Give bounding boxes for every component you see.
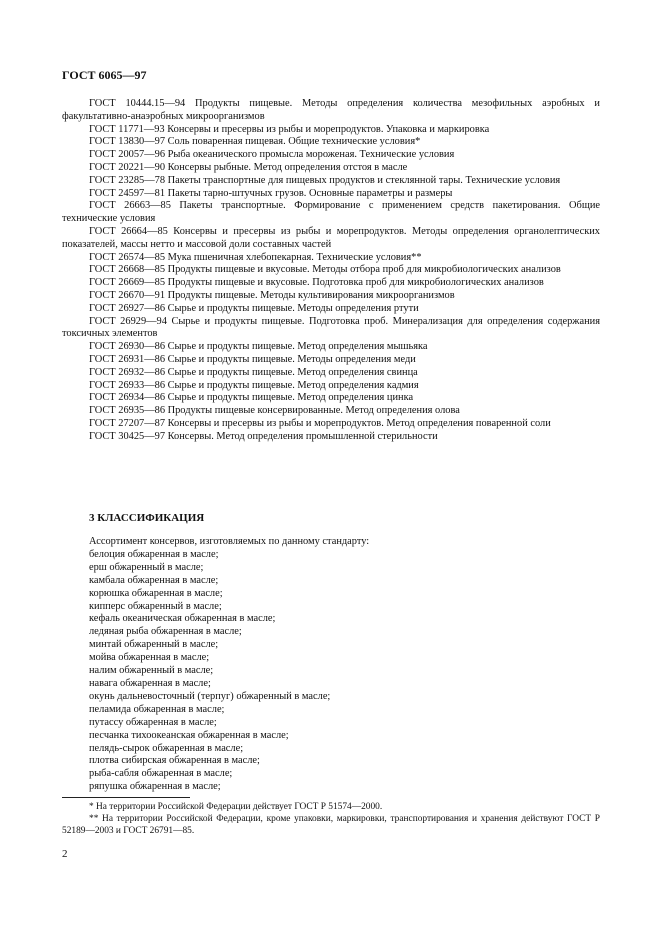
reference-item: ГОСТ 26933—86 Сырье и продукты пищевые. Метод определения кадмия	[89, 379, 419, 391]
assortment-item: мойва обжаренная в масле;	[89, 652, 210, 664]
reference-item: ГОСТ 23285—78 Пакеты транспортные для пищевых продуктов и стеклянной тары. Технические условия	[89, 174, 561, 186]
reference-item: ГОСТ 10444.15—94 Продукты пищевые. Методы определения количества мезофильных аэробных и факультативно-анаэробных микроорганизмов	[62, 98, 600, 122]
assortment-item: навага обжаренная в масле;	[89, 677, 211, 689]
reference-item: ГОСТ 20057—96 Рыба океанического промысла мороженая. Технические условия	[89, 149, 455, 161]
reference-item: ГОСТ 30425—97 Консервы. Метод определения промышленной стерильности	[89, 430, 438, 442]
reference-item: ГОСТ 26669—85 Продукты пищевые и вкусовые. Подготовка проб для микробиологических анализов	[89, 277, 544, 289]
reference-item: ГОСТ 26930—86 Сырье и продукты пищевые. Метод определения мышьяка	[89, 341, 428, 353]
reference-item: ГОСТ 26931—86 Сырье и продукты пищевые. Методы определения меди	[89, 353, 416, 365]
assortment-item: белоция обжаренная в масле;	[89, 548, 219, 560]
footnote-divider	[62, 797, 190, 798]
assortment-item: камбала обжаренная в масле;	[89, 574, 219, 586]
footnotes	[62, 801, 600, 838]
assortment-item: ледяная рыба обжаренная в масле;	[89, 626, 242, 638]
reference-item: ГОСТ 26663—85 Пакеты транспортные. Формирование с применением средств пакетирования. Общие технические условия	[62, 200, 600, 225]
footnote: ** На территории Российской Федерации, кроме упаковки, маркировки, транспортирования и хранения действуют ГОСТ Р 52189—2003 и ГОСТ 26791—85.	[62, 814, 600, 837]
reference-item: ГОСТ 26935—86 Продукты пищевые консервированные. Метод определения олова	[89, 405, 460, 417]
normative-references	[62, 98, 600, 444]
assortment-item: налим обжаренный в масле;	[89, 665, 214, 677]
assortment-item: плотва сибирская обжаренная в масле;	[89, 755, 260, 767]
assortment-item: рыба-сабля обжаренная в масле;	[89, 768, 233, 780]
assortment-item: ряпушка обжаренная в масле;	[89, 781, 221, 793]
reference-item: ГОСТ 26574—85 Мука пшеничная хлебопекарная. Технические условия**	[89, 251, 422, 263]
assortment-item: кефаль океаническая обжаренная в масле;	[89, 613, 276, 625]
footnote: * На территории Российской Федерации действует ГОСТ Р 51574—2000.	[89, 802, 383, 812]
assortment-item: пеламида обжаренная в масле;	[89, 703, 225, 715]
reference-item: ГОСТ 26932—86 Сырье и продукты пищевые. Метод определения свинца	[89, 366, 418, 378]
assortment-intro: Ассортимент консервов, изготовляемых по данному стандарту:	[89, 536, 370, 547]
reference-item: ГОСТ 26934—86 Сырье и продукты пищевые. Метод определения цинка	[89, 392, 414, 404]
assortment-item: минтай обжаренный в масле;	[89, 639, 219, 651]
reference-item: ГОСТ 11771—93 Консервы и пресервы из рыбы и морепродуктов. Упаковка и маркировка	[89, 123, 490, 135]
reference-item: ГОСТ 26927—86 Сырье и продукты пищевые. Методы определения ртути	[89, 302, 419, 314]
assortment-item: корюшка обжаренная в масле;	[89, 587, 223, 599]
reference-item: ГОСТ 24597—81 Пакеты тарно-штучных грузов. Основные параметры и размеры	[89, 187, 453, 199]
assortment-item: окунь дальневосточный (терпуг) обжаренный в масле;	[89, 690, 331, 702]
assortment-item: кипперс обжаренный в масле;	[89, 600, 222, 612]
reference-item: ГОСТ 20221—90 Консервы рыбные. Метод определения отстоя в масле	[89, 161, 408, 173]
reference-item: ГОСТ 26929—94 Сырье и продукты пищевые. Подготовка проб. Минерализация для определения содержания токсичных элементов	[62, 315, 600, 340]
reference-item: ГОСТ 26670—91 Продукты пищевые. Методы культивирования микроорганизмов	[89, 289, 455, 301]
reference-item: ГОСТ 26668—85 Продукты пищевые и вкусовые. Методы отбора проб для микробиологических анализов	[89, 264, 561, 276]
assortment-item: песчанка тихоокеанская обжаренная в масле;	[89, 729, 289, 741]
assortment-item: путассу обжаренная в масле;	[89, 716, 217, 728]
section-title: 3 КЛАССИФИКАЦИЯ	[89, 512, 205, 524]
reference-item: ГОСТ 27207—87 Консервы и пресервы из рыбы и морепродуктов. Метод определения поваренной соли	[89, 417, 551, 429]
document-header: ГОСТ 6065—97	[62, 68, 147, 82]
assortment-item: ерш обжаренный в масле;	[89, 561, 204, 573]
assortment-list	[89, 536, 599, 794]
assortment-item: пелядь-сырок обжаренная в масле;	[89, 742, 244, 754]
reference-item: ГОСТ 26664—85 Консервы и пресервы из рыбы и морепродуктов. Методы определения органолептических показателей, массы нетто и массовой доли составных частей	[62, 225, 600, 250]
reference-item: ГОСТ 13830—97 Соль поваренная пищевая. Общие технические условия*	[89, 136, 421, 148]
page-number: 2	[62, 848, 68, 860]
